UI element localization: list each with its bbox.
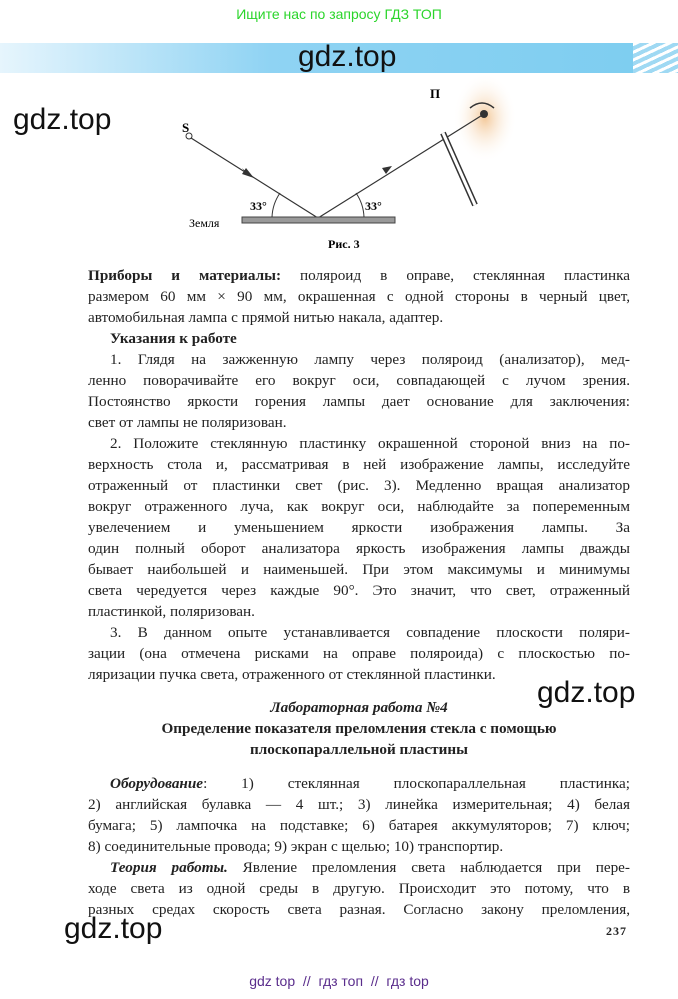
watermark: gdz.top [298, 40, 397, 73]
line-text: : 1) стеклянная плоскопараллельная пластинка; [203, 775, 630, 792]
text-line: один полный оборот анализатора яркость изображения лампы дважды [88, 540, 630, 557]
source-label: S [182, 120, 190, 135]
text-line: верхность стола и, рассматривая в ней изображение лампы, исследуйте [88, 456, 630, 473]
text-line: вокруг отраженного луча, как вокруг оси, наблюдайте за попеременным [88, 498, 630, 515]
text-line: бумага; 5) лампочка на подставке; 6) батарея аккумуляторов; 7) ключ; [88, 817, 630, 834]
line-text: Явление преломления света наблюдается при пере- [227, 859, 630, 876]
text-line: 1. Глядя на зажженную лампу через поляроид (анализатор), мед- [110, 351, 630, 368]
lab-subtitle: Определение показателя преломления стекла с помощью [161, 720, 557, 737]
watermark: gdz.top [13, 103, 112, 136]
theory-label: Теория работы. [110, 859, 228, 876]
line-text: поляроид в оправе, стеклянная пластинка [281, 267, 630, 284]
page-number: 237 [606, 924, 627, 938]
angle-right-label: 33° [365, 199, 382, 213]
bold-label: Приборы и материалы: [88, 267, 282, 284]
text-line: 3. В данном опыте устанавливается совпадение плоскости поляри- [110, 624, 630, 641]
angle-left-label: 33° [250, 199, 267, 213]
lab-subtitle: плоскопараллельной пластины [250, 741, 468, 758]
equipment-label: Оборудование [110, 775, 204, 792]
text-line: отраженный от пластинки свет (рис. 3). Медленно вращая анализатор [88, 477, 630, 494]
reflection-figure [0, 0, 678, 260]
text-line: 8) соединительные провода; 9) экран с щелью; 10) транспортир. [88, 838, 504, 855]
polaroid-label: П [430, 86, 441, 101]
text-line: света чередуется через каждые 90°. Это значит, что свет, отраженный [88, 582, 630, 599]
text-line: бывает наибольшей и наименьшей. При этом максимумы и минимумы [88, 561, 630, 578]
text-line: ленно поворачивайте его вокруг оси, совпадающей с лучом зрения. [88, 372, 630, 389]
ground-label: Земля [189, 216, 220, 230]
watermark: gdz.top [64, 912, 163, 945]
text-line: ходе света из одной среды в другую. Происходит это потому, что в [88, 880, 630, 897]
text-line: пластинкой, поляризован. [88, 603, 255, 620]
watermark: gdz.top [537, 676, 636, 709]
text-line: зации (она отмечена рисками на оправе поляроида) с плоскостью по- [88, 645, 630, 662]
text-line: ляризации пучка света, отраженного от стеклянной пластинки. [88, 666, 496, 683]
figure-caption: Рис. 3 [328, 237, 360, 251]
text-line: увелечением и уменьшением яркости изображения лампы. За [88, 519, 630, 536]
text-line [88, 265, 630, 286]
text-line: Постоянство яркости горения лампы дает основание для заключения: [88, 393, 630, 410]
section-heading: Указания к работе [110, 330, 237, 347]
text-line [110, 857, 630, 878]
text-line [110, 773, 630, 794]
bottom-links[interactable]: gdz top // гдз топ // гдз top [249, 973, 429, 989]
text-line: автомобильная лампа с прямой нитью накала, адаптер. [88, 309, 444, 326]
text-line: 2) английская булавка — 4 шт.; 3) линейка измерительная; 4) белая [88, 796, 630, 813]
text-line: 2. Положите стеклянную пластинку окрашенной стороной вниз на по- [110, 435, 630, 452]
lab-title: Лабораторная работа №4 [270, 699, 448, 716]
ground-plate [242, 217, 395, 223]
search-banner[interactable]: Ищите нас по запросу ГДЗ ТОП [236, 6, 442, 22]
text-line: разных средах скорость света разная. Согласно закону преломления, [88, 901, 630, 918]
text-line: свет от лампы не поляризован. [88, 414, 287, 431]
eye-icon [453, 73, 517, 163]
text-line: размером 60 мм × 90 мм, окрашенная с одной стороны в черный цвет, [88, 288, 630, 305]
